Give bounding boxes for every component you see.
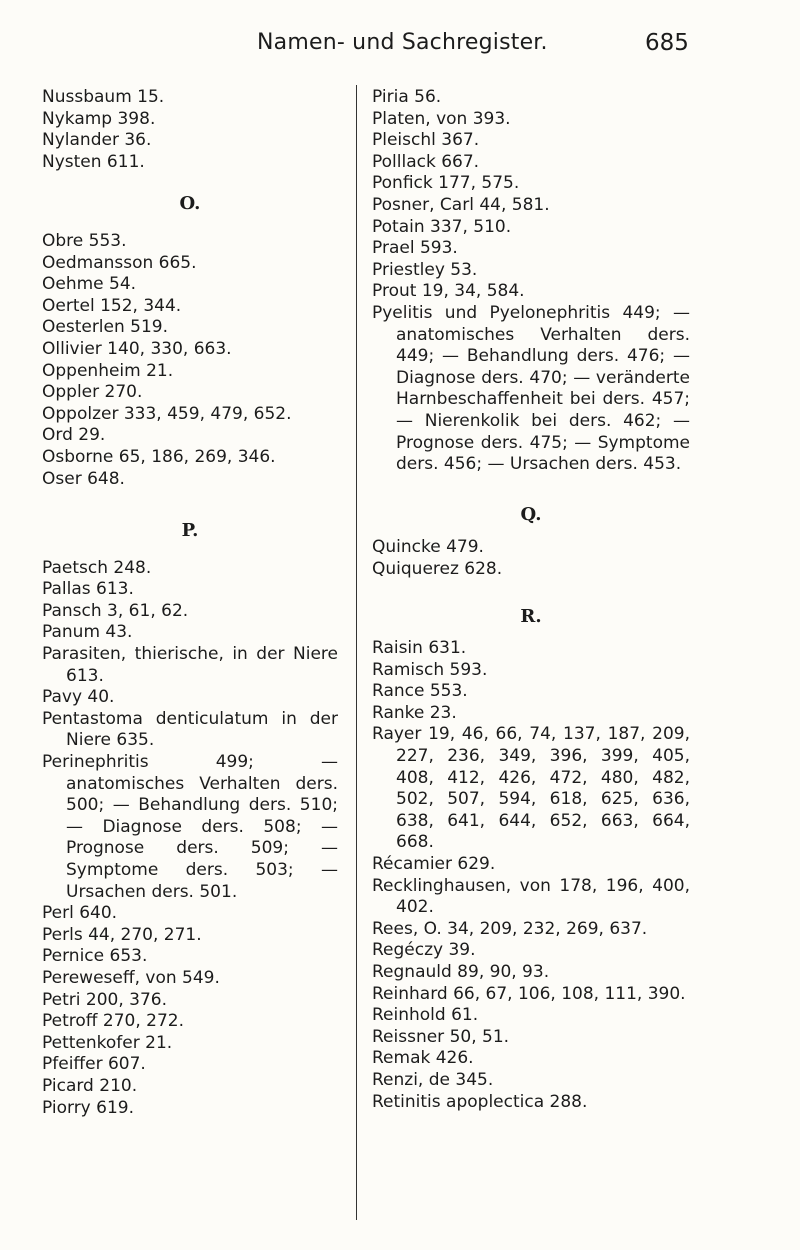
index-entry: Piorry 619.: [42, 1097, 134, 1118]
index-entry: Parasiten, thierische, in der Niere 613.: [42, 644, 338, 686]
index-entry: Ord 29.: [42, 425, 106, 446]
n-entries-list: [42, 87, 338, 173]
left-column: [42, 87, 338, 1119]
index-entry: Perl 640.: [42, 903, 118, 924]
index-entry: Recklinghausen, von 178, 196, 400, 402.: [372, 875, 690, 918]
q-entries-list: [372, 537, 690, 580]
index-entry: Perls 44, 270, 271.: [42, 924, 202, 945]
index-entry: Nysten 611.: [42, 151, 145, 172]
index-entry: Petri 200, 376.: [42, 989, 167, 1010]
index-entry: Renzi, de 345.: [372, 1069, 494, 1090]
o-entries-list: [42, 231, 338, 490]
index-entry: Oesterlen 519.: [42, 317, 169, 338]
index-entry: Reinhold 61.: [372, 1005, 479, 1026]
index-entry: Rance 553.: [372, 681, 468, 702]
index-entry: Nylander 36.: [42, 130, 152, 151]
index-entry: Nussbaum 15.: [42, 87, 165, 107]
section-heading-r: R.: [520, 606, 542, 628]
index-entry: Regéczy 39.: [372, 940, 476, 961]
section-heading-o: O.: [179, 193, 201, 215]
running-title: Namen- und Sachregister.: [257, 30, 548, 55]
p-entries-list: [42, 558, 338, 1119]
index-entry: Oertel 152, 344.: [42, 295, 182, 316]
index-entry: Prael 593.: [372, 238, 458, 259]
index-entry: Pentastoma denticulatum in der Niere 635.: [42, 708, 338, 751]
index-entry: Posner, Carl 44, 581.: [372, 194, 550, 215]
index-entry: Pavy 40.: [42, 687, 115, 708]
p-entries-continued-list: [372, 87, 690, 476]
index-entry: Paetsch 248.: [42, 557, 152, 578]
index-entry: Reinhard 66, 67, 106, 108, 111, 390.: [372, 983, 686, 1004]
index-entry: Retinitis apoplectica 288.: [372, 1091, 588, 1112]
index-entry: Priestley 53.: [372, 259, 478, 280]
index-entry: Récamier 629.: [372, 854, 496, 874]
index-entry: Quincke 479.: [372, 537, 484, 558]
index-entry: Ranke 23.: [372, 702, 457, 723]
index-entry: Oppler 270.: [42, 382, 143, 403]
index-entry: Raisin 631.: [372, 638, 467, 659]
index-entry: Oser 648.: [42, 468, 125, 489]
index-entry: Osborne 65, 186, 269, 346.: [42, 446, 276, 467]
index-entry: Reissner 50, 51.: [372, 1026, 510, 1047]
right-column: [372, 87, 690, 1113]
section-heading-q: Q.: [520, 503, 542, 525]
index-entry: Pfeiffer 607.: [42, 1054, 146, 1075]
index-entry: Polllack 667.: [372, 151, 480, 172]
index-entry: Platen, von 393.: [372, 108, 511, 129]
index-entry: Pyelitis und Pyelonephritis 449; — anatomisches Verhalten ders. 449; — Behandlung ders. 476; — Diagnose ders. 470; — veränderte Harnbeschaffenheit bei ders. 457; — Nierenkolik bei ders. 462; — Prognose ders. 475; — Symptome ders. 456; — Ursachen ders. 453.: [372, 302, 690, 475]
index-entry: Ramisch 593.: [372, 659, 488, 680]
index-entry: Oppenheim 21.: [42, 360, 174, 381]
index-entry: Oedmansson 665.: [42, 252, 197, 273]
index-entry: Rayer 19, 46, 66, 74, 137, 187, 209, 227, 236, 349, 396, 399, 405, 408, 412, 426, 472, 480, 482, 502, 507, 594, 618, 625, 636, 638, 641, 644, 652, 663, 664, 668.: [372, 724, 690, 853]
index-entry: Ponfick 177, 575.: [372, 173, 520, 194]
index-entry: Pleischl 367.: [372, 130, 480, 151]
index-entry: Ollivier 140, 330, 663.: [42, 338, 232, 359]
index-entry: Rees, O. 34, 209, 232, 269, 637.: [372, 918, 648, 939]
index-entry: Oppolzer 333, 459, 479, 652.: [42, 403, 292, 424]
page-number: 685: [645, 30, 689, 56]
index-entry: Remak 426.: [372, 1048, 474, 1069]
index-entry: Pallas 613.: [42, 579, 134, 600]
column-divider: [356, 85, 357, 1220]
index-entry: Obre 553.: [42, 230, 127, 251]
index-entry: Prout 19, 34, 584.: [372, 281, 525, 302]
index-entry: Petroff 270, 272.: [42, 1011, 185, 1032]
index-entry: Perinephritis 499; — anatomisches Verhalten ders. 500; — Behandlung ders. 510; — Diagnose ders. 508; — Prognose ders. 509; — Symptome ders. 503; — Ursachen ders. 501.: [42, 752, 338, 902]
r-entries-list: [372, 638, 690, 1113]
index-entry: Pettenkofer 21.: [42, 1032, 173, 1053]
index-entry: Nykamp 398.: [42, 108, 156, 129]
index-entry: Pernice 653.: [42, 946, 148, 967]
index-entry: Piria 56.: [372, 87, 442, 107]
index-entry: Pansch 3, 61, 62.: [42, 600, 189, 621]
page-header: [0, 30, 800, 60]
index-entry: Potain 337, 510.: [372, 216, 512, 237]
index-entry: Oehme 54.: [42, 274, 137, 295]
section-heading-p: P.: [181, 520, 199, 542]
index-entry: Regnauld 89, 90, 93.: [372, 961, 550, 982]
index-entry: Panum 43.: [42, 622, 133, 643]
index-entry: Quiquerez 628.: [372, 558, 503, 579]
index-entry: Pereweseff, von 549.: [42, 967, 220, 988]
index-entry: Picard 210.: [42, 1075, 138, 1096]
